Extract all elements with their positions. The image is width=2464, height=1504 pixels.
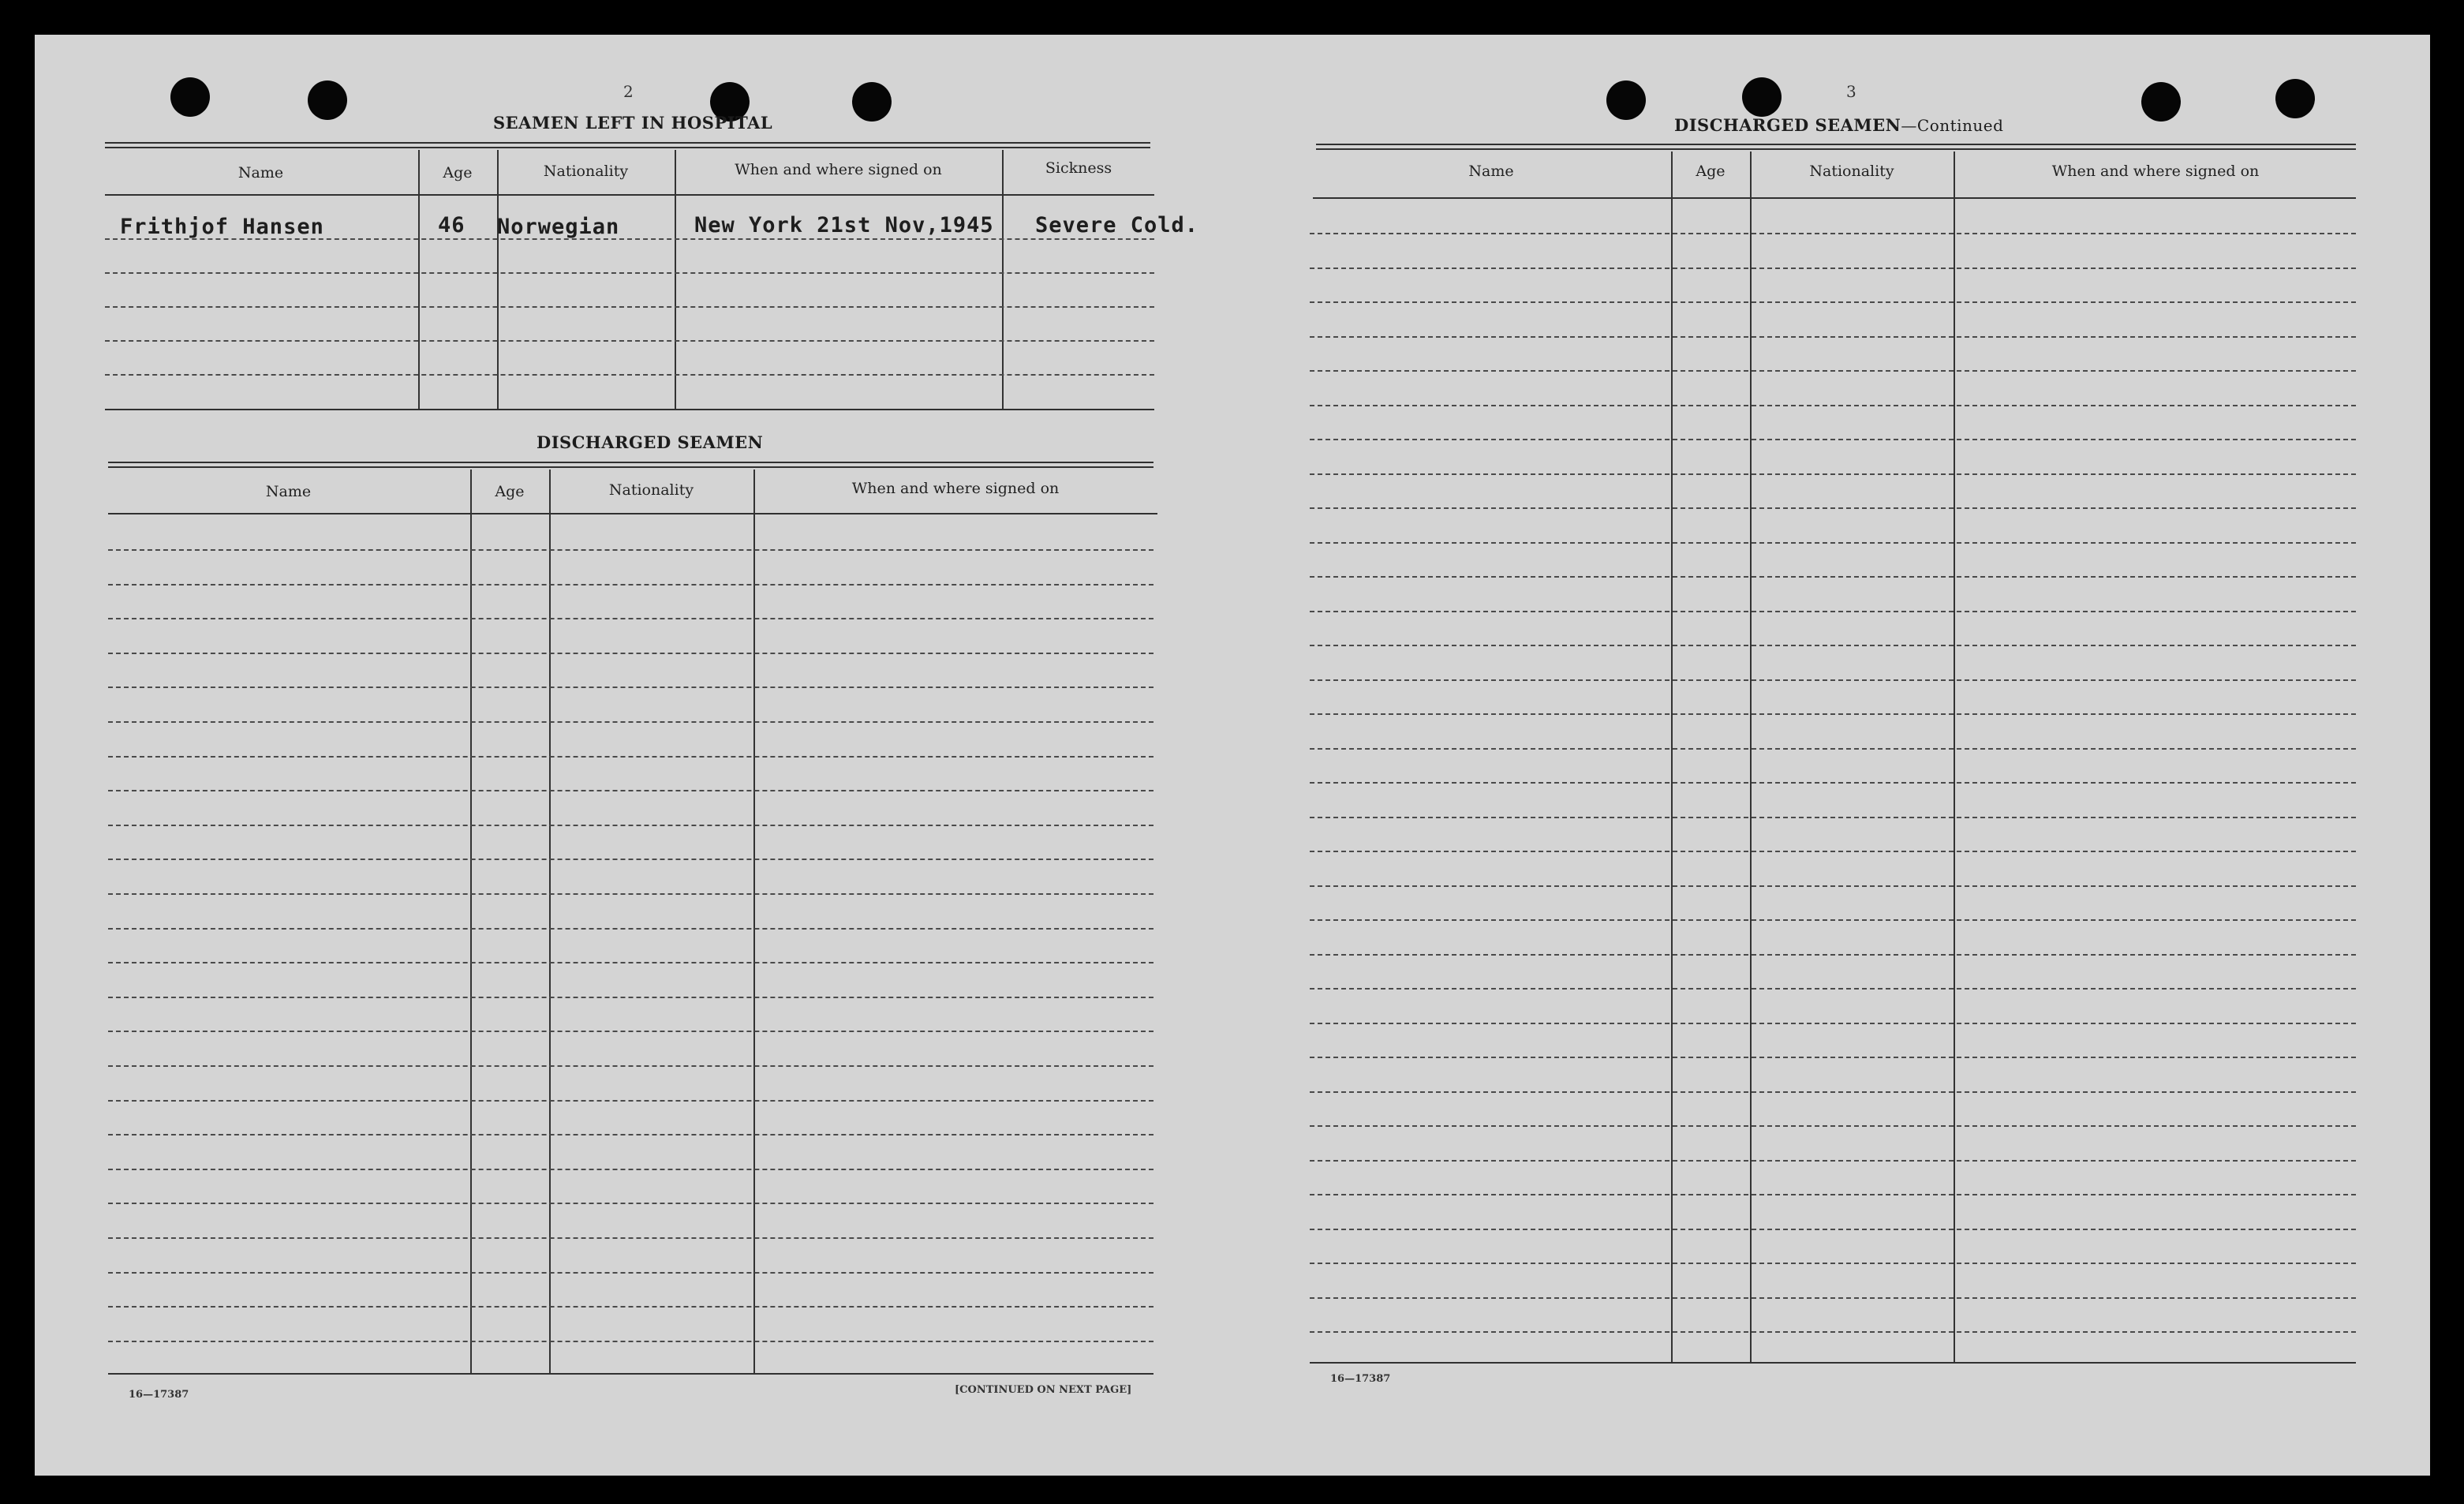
punch-hole bbox=[2275, 79, 2315, 118]
hospital-row-line bbox=[105, 340, 1154, 342]
hospital-header-nationality: Nationality bbox=[543, 163, 629, 180]
continued-col-divider bbox=[1750, 152, 1752, 1363]
blank-row-line bbox=[108, 1100, 1153, 1102]
discharged-continued-title-suffix: —Continued bbox=[1901, 116, 2004, 135]
discharged-header-rule bbox=[108, 513, 1157, 514]
discharged-table-bottom-rule bbox=[108, 1373, 1153, 1375]
blank-row-line bbox=[1310, 268, 2356, 269]
discharged-header-name: Name bbox=[265, 483, 312, 500]
hospital-col-divider bbox=[497, 150, 499, 410]
hospital-header-signed-on: When and where signed on bbox=[735, 161, 942, 178]
blank-row-line bbox=[108, 997, 1153, 998]
hospital-entry-age: 46 bbox=[438, 213, 466, 238]
hospital-table-bottom-rule bbox=[105, 409, 1154, 410]
hospital-header-name: Name bbox=[237, 164, 284, 181]
hospital-header-age: Age bbox=[443, 164, 473, 181]
hospital-col-divider bbox=[675, 150, 676, 410]
hospital-row-line bbox=[105, 374, 1154, 376]
continued-table-top-rule bbox=[1316, 148, 2356, 150]
blank-row-line bbox=[108, 653, 1153, 654]
hospital-entry-signed-on: New York 21st Nov,1945 bbox=[694, 213, 994, 238]
blank-row-line bbox=[108, 584, 1153, 586]
hospital-table-top-rule bbox=[105, 147, 1150, 148]
blank-row-line bbox=[108, 756, 1153, 758]
blank-row-line bbox=[1310, 1229, 2356, 1230]
discharged-header-nationality: Nationality bbox=[608, 481, 694, 499]
blank-row-line bbox=[108, 1341, 1153, 1342]
blank-row-line bbox=[108, 825, 1153, 826]
blank-row-line bbox=[108, 1169, 1153, 1170]
blank-row-line bbox=[108, 1065, 1153, 1067]
continued-col-divider bbox=[1954, 152, 1955, 1363]
discharged-continued-title bbox=[1674, 115, 2003, 135]
continued-header-age: Age bbox=[1696, 163, 1726, 180]
punch-hole bbox=[1606, 80, 1646, 120]
hospital-col-divider bbox=[1002, 150, 1004, 410]
blank-row-line bbox=[1310, 954, 2356, 956]
blank-row-line bbox=[108, 721, 1153, 723]
hospital-row-line bbox=[105, 306, 1154, 308]
continued-table-top-rule bbox=[1316, 144, 2356, 145]
discharged-continued-title-main: DISCHARGED SEAMEN bbox=[1674, 115, 1901, 135]
hospital-entry-sickness: Severe Cold. bbox=[1035, 213, 1199, 238]
page-number-left: 2 bbox=[623, 82, 634, 101]
hospital-row-line bbox=[105, 272, 1154, 274]
blank-row-line bbox=[1310, 370, 2356, 372]
discharged-table-top-rule bbox=[108, 462, 1153, 463]
blank-row-line bbox=[1310, 1023, 2356, 1024]
blank-row-line bbox=[108, 893, 1153, 895]
punch-hole bbox=[852, 82, 892, 122]
punch-hole bbox=[308, 80, 347, 120]
blank-row-line bbox=[1310, 439, 2356, 440]
blank-row-line bbox=[1310, 1160, 2356, 1162]
blank-row-line bbox=[1310, 507, 2356, 509]
blank-row-line bbox=[108, 790, 1153, 791]
form-number-left: 16—17387 bbox=[129, 1389, 189, 1401]
hospital-entry-nationality: Norwegian bbox=[497, 215, 620, 239]
continued-header-name: Name bbox=[1468, 163, 1514, 180]
blank-row-line bbox=[1310, 301, 2356, 303]
blank-row-line bbox=[108, 859, 1153, 860]
blank-row-line bbox=[1310, 542, 2356, 544]
blank-row-line bbox=[1310, 817, 2356, 818]
blank-row-line bbox=[108, 1134, 1153, 1135]
blank-row-line bbox=[1310, 576, 2356, 578]
blank-row-line bbox=[108, 618, 1153, 619]
blank-row-line bbox=[108, 1306, 1153, 1308]
blank-row-line bbox=[1310, 1091, 2356, 1093]
blank-row-line bbox=[1310, 919, 2356, 921]
blank-row-line bbox=[1310, 1331, 2356, 1333]
hospital-header-sickness: Sickness bbox=[1045, 159, 1112, 177]
blank-row-line bbox=[1310, 679, 2356, 681]
hospital-section-title: SEAMEN LEFT IN HOSPITAL bbox=[493, 113, 773, 133]
punch-hole bbox=[1742, 77, 1782, 117]
blank-row-line bbox=[1310, 336, 2356, 338]
blank-row-line bbox=[108, 928, 1153, 930]
blank-row-line bbox=[1310, 748, 2356, 750]
continued-col-divider bbox=[1671, 152, 1673, 1363]
form-number-right: 16—17387 bbox=[1330, 1373, 1391, 1385]
punch-hole bbox=[2141, 82, 2181, 122]
blank-row-line bbox=[108, 549, 1153, 551]
blank-row-line bbox=[1310, 851, 2356, 852]
blank-row-line bbox=[1310, 611, 2356, 612]
discharged-header-age: Age bbox=[495, 483, 525, 500]
blank-row-line bbox=[1310, 405, 2356, 406]
hospital-table-top-rule bbox=[105, 142, 1150, 144]
blank-row-line bbox=[1310, 1297, 2356, 1299]
continued-header-signed-on: When and where signed on bbox=[2051, 163, 2260, 180]
hospital-entry-name: Frithjof Hansen bbox=[120, 215, 324, 239]
blank-row-line bbox=[108, 962, 1153, 963]
continued-header-rule bbox=[1313, 197, 2356, 199]
continued-note: [CONTINUED ON NEXT PAGE] bbox=[955, 1384, 1132, 1396]
continued-header-nationality: Nationality bbox=[1809, 163, 1894, 180]
hospital-header-rule bbox=[105, 194, 1154, 196]
discharged-table-top-rule bbox=[108, 466, 1153, 468]
blank-row-line bbox=[1310, 645, 2356, 646]
hospital-col-divider bbox=[418, 150, 420, 410]
blank-row-line bbox=[1310, 1057, 2356, 1058]
punch-hole bbox=[170, 77, 210, 117]
blank-row-line bbox=[108, 1272, 1153, 1274]
blank-row-line bbox=[108, 1237, 1153, 1239]
blank-row-line bbox=[1310, 233, 2356, 234]
page-number-right: 3 bbox=[1846, 82, 1856, 101]
blank-row-line bbox=[1310, 1263, 2356, 1264]
blank-row-line bbox=[1310, 713, 2356, 715]
discharged-section-title: DISCHARGED SEAMEN bbox=[537, 432, 764, 452]
blank-row-line bbox=[1310, 473, 2356, 475]
blank-row-line bbox=[108, 687, 1153, 688]
blank-row-line bbox=[1310, 988, 2356, 990]
blank-row-line bbox=[1310, 1194, 2356, 1195]
blank-row-line bbox=[1310, 1125, 2356, 1127]
blank-row-line bbox=[108, 1203, 1153, 1204]
discharged-header-signed-on: When and where signed on bbox=[851, 480, 1060, 497]
continued-table-bottom-rule bbox=[1310, 1362, 2356, 1364]
blank-row-line bbox=[1310, 885, 2356, 887]
blank-row-line bbox=[1310, 782, 2356, 784]
blank-row-line bbox=[108, 1031, 1153, 1032]
